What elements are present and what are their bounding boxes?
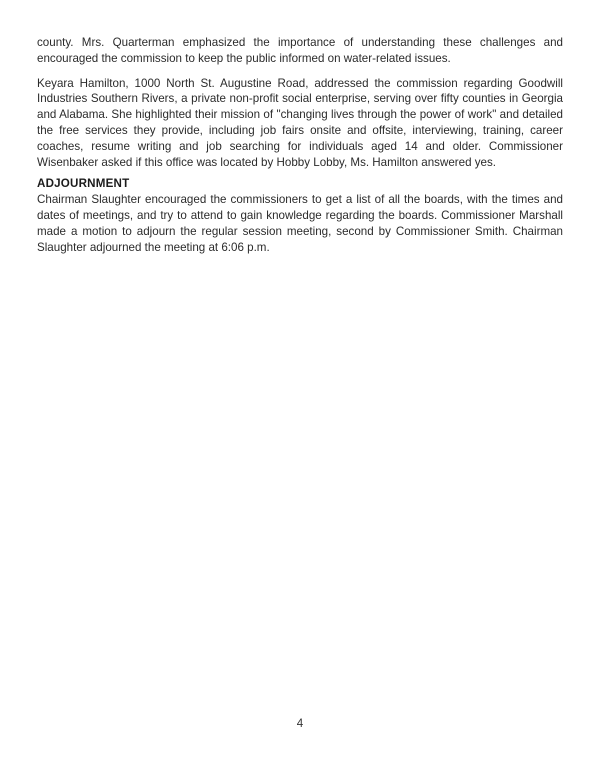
paragraph-line: dates of meetings, and try to attend to gain knowledge regarding the boards. Commissioner Marshall <box>37 208 563 222</box>
paragraph-line: Wisenbaker asked if this office was located by Hobby Lobby, Ms. Hamilton answered yes. <box>37 155 497 169</box>
paragraph-line: and Alabama. She highlighted their mission of "changing lives through the power of work" and detailed <box>37 108 563 122</box>
paragraph-line: county. Mrs. Quarterman emphasized the importance of understanding these challenges and <box>37 36 563 49</box>
paragraph-county-water <box>37 35 563 67</box>
paragraph-line: encouraged the commission to keep the public informed on water-related issues. <box>37 51 451 65</box>
section-heading-adjournment: ADJOURNMENT <box>37 177 130 191</box>
paragraph-line: made a motion to adjourn the regular session meeting, second by Commissioner Smith. Chairman <box>37 224 563 238</box>
paragraph-line: coaches, resume writing and job searching for individuals aged 14 and older. Commissioner <box>37 139 563 153</box>
document-content <box>37 35 563 264</box>
paragraph-line: Keyara Hamilton, 1000 North St. Augustine Road, addressed the commission regarding Goodwill <box>37 76 563 90</box>
paragraph-line: Slaughter adjourned the meeting at 6:06 p.m. <box>37 240 270 254</box>
paragraph-line: Industries Southern Rivers, a private non-profit social enterprise, serving over fifty counties in Georgia <box>37 92 563 106</box>
paragraph-goodwill <box>37 76 563 171</box>
paragraph-adjournment <box>37 192 563 255</box>
paragraph-line: the free services they provide, including job fairs onsite and offsite, interviewing, training, career <box>37 123 563 137</box>
paragraph-line: Chairman Slaughter encouraged the commissioners to get a list of all the boards, with the times and <box>37 193 563 207</box>
page-number: 4 <box>296 717 304 730</box>
